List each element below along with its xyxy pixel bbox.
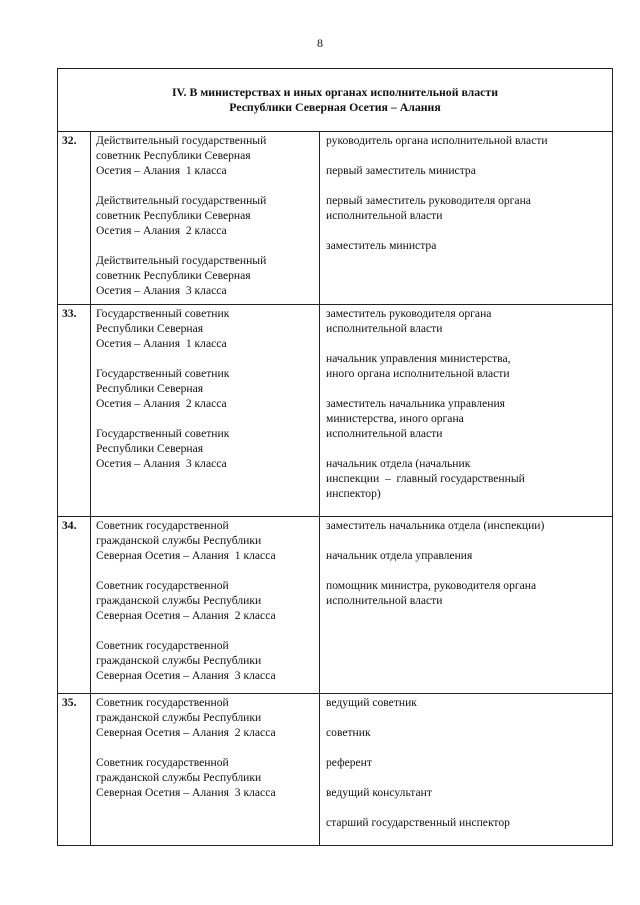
grade-line: Осетия – Алания 2 класса (96, 224, 227, 237)
grade-line: Осетия – Алания 1 класса (96, 164, 227, 177)
position-line: заместитель начальника управления (326, 397, 505, 410)
position-line: первый заместитель министра (326, 164, 476, 177)
section-title-line2: Республики Северная Осетия – Алания (229, 100, 441, 114)
grade-line: Советник государственной (96, 696, 229, 709)
grade-line: Северная Осетия – Алания 1 класса (96, 549, 276, 562)
position-line: старший государственный инспектор (326, 816, 510, 829)
position-line: референт (326, 756, 372, 769)
grade-line: Северная Осетия – Алания 2 класса (96, 726, 276, 739)
grade-line: Государственный советник (96, 427, 230, 440)
position-line: советник (326, 726, 371, 739)
position-line: иного органа исполнительной власти (326, 367, 510, 380)
grade-entry (96, 193, 315, 238)
position-entry (326, 163, 608, 178)
position-line: исполнительной власти (326, 427, 443, 440)
row-number: 32. (58, 132, 91, 305)
grade-line: Осетия – Алания 3 класса (96, 457, 227, 470)
grade-line: гражданской службы Республики (96, 711, 262, 724)
grade-entry (96, 306, 315, 351)
grade-line: гражданской службы Республики (96, 771, 262, 784)
grade-line: Советник государственной (96, 519, 229, 532)
grade-line: Северная Осетия – Алания 3 класса (96, 786, 276, 799)
grade-line: Советник государственной (96, 579, 229, 592)
position-entry (326, 193, 608, 223)
grade-line: Республики Северная (96, 322, 204, 335)
position-line: исполнительной власти (326, 322, 443, 335)
position-entry (326, 518, 608, 533)
position-line: министерства, иного органа (326, 412, 464, 425)
section-header (58, 69, 613, 132)
position-line: ведущий советник (326, 696, 417, 709)
table-row (58, 694, 613, 846)
position-entry (326, 548, 608, 563)
position-line: первый заместитель руководителя органа (326, 194, 531, 207)
grade-line: Республики Северная (96, 442, 204, 455)
row-number: 34. (58, 517, 91, 694)
grade-line: Действительный государственный (96, 134, 267, 147)
grade-line: гражданской службы Республики (96, 534, 262, 547)
position-line: начальник отдела (начальник (326, 457, 471, 470)
grade-line: Действительный государственный (96, 254, 267, 267)
position-entry (326, 351, 608, 381)
position-line: исполнительной власти (326, 209, 443, 222)
grade-line: Осетия – Алания 2 класса (96, 397, 227, 410)
grade-line: Осетия – Алания 1 класса (96, 337, 227, 350)
grade-line: гражданской службы Республики (96, 594, 262, 607)
row-number: 33. (58, 305, 91, 517)
grade-entry (96, 426, 315, 471)
grade-entry (96, 695, 315, 740)
position-line: ведущий консультант (326, 786, 432, 799)
position-entry (326, 396, 608, 441)
section-title-line1: IV. В министерствах и иных органах исполнительной власти (171, 85, 499, 99)
position-line: заместитель министра (326, 239, 437, 252)
position-entry (326, 755, 608, 770)
grade-line: советник Республики Северная (96, 149, 251, 162)
grade-cell (91, 694, 320, 846)
section-header-row (58, 69, 613, 132)
grade-line: Государственный советник (96, 307, 230, 320)
grade-line: Государственный советник (96, 367, 230, 380)
grade-line: советник Республики Северная (96, 269, 251, 282)
position-line: инспектор) (326, 487, 381, 500)
position-cell (320, 694, 613, 846)
position-line: руководитель органа исполнительной власти (326, 134, 548, 147)
page-number: 8 (317, 36, 323, 50)
position-entry (326, 238, 608, 253)
position-line: начальник управления министерства, (326, 352, 511, 365)
grade-line: гражданской службы Республики (96, 654, 262, 667)
table-row (58, 305, 613, 517)
position-line: инспекции – главный государственный (326, 472, 525, 485)
position-entry (326, 133, 608, 148)
grade-line: Осетия – Алания 3 класса (96, 284, 227, 297)
grade-line: Советник государственной (96, 756, 229, 769)
row-number: 35. (58, 694, 91, 846)
position-entry (326, 578, 608, 608)
grade-cell (91, 132, 320, 305)
grade-entry (96, 578, 315, 623)
grade-cell (91, 517, 320, 694)
grade-line: Северная Осетия – Алания 3 класса (96, 669, 276, 682)
position-line: помощник министра, руководителя органа (326, 579, 537, 592)
position-line: заместитель начальника отдела (инспекции) (326, 519, 545, 532)
grade-line: Республики Северная (96, 382, 204, 395)
grade-line: Советник государственной (96, 639, 229, 652)
position-entry (326, 815, 608, 830)
grade-line: Действительный государственный (96, 194, 267, 207)
grade-line: Северная Осетия – Алания 2 класса (96, 609, 276, 622)
table-row (58, 517, 613, 694)
grade-cell (91, 305, 320, 517)
position-entry (326, 725, 608, 740)
position-cell (320, 132, 613, 305)
position-cell (320, 305, 613, 517)
position-line: заместитель руководителя органа (326, 307, 492, 320)
position-line: начальник отдела управления (326, 549, 473, 562)
position-entry (326, 785, 608, 800)
grade-entry (96, 755, 315, 800)
grade-entry (96, 253, 315, 298)
position-cell (320, 517, 613, 694)
position-line: исполнительной власти (326, 594, 443, 607)
grade-line: советник Республики Северная (96, 209, 251, 222)
position-entry (326, 456, 608, 501)
grade-entry (96, 133, 315, 178)
grade-entry (96, 638, 315, 683)
grade-entry (96, 366, 315, 411)
grade-entry (96, 518, 315, 563)
rank-table (57, 68, 613, 846)
table-row (58, 132, 613, 305)
position-entry (326, 306, 608, 336)
position-entry (326, 695, 608, 710)
